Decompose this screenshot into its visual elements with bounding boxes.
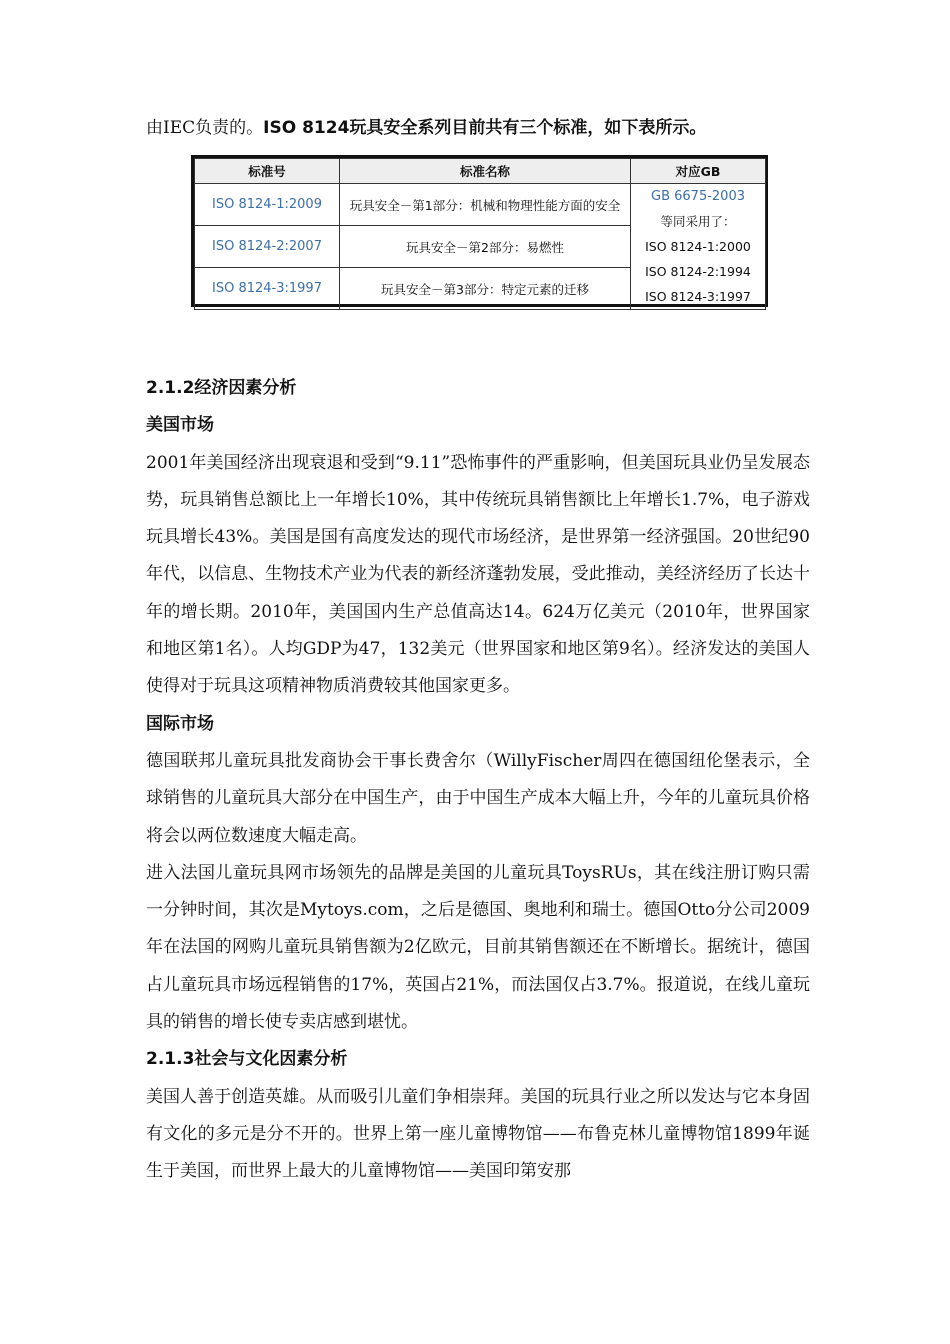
subheading-us-market: 美国市场 <box>146 415 214 436</box>
standard-code-link[interactable]: ISO 8124-1:2009 <box>195 184 340 226</box>
intro-text: 由IEC负责的。 <box>146 118 264 138</box>
gb-item: ISO 8124-2:1994 <box>645 264 751 279</box>
standard-name-cell: 玩具安全－第2部分：易燃性 <box>340 226 631 268</box>
body-text <box>146 370 810 1191</box>
table-header-row <box>195 159 766 184</box>
section-heading-2-1-3: 2.1.3社会与文化因素分析 <box>146 1049 348 1070</box>
intl-market-paragraph-1: 德国联邦儿童玩具批发商协会干事长费舍尔（WillyFischer周四在德国纽伦堡表示，全球销售的儿童玩具大部分在中国生产，由于中国生产成本大幅上升，今年的儿童玩具价格将会以两位数速度大幅走高。 <box>146 750 810 846</box>
intl-market-paragraph-2: 进入法国儿童玩具网市场领先的品牌是美国的儿童玩具ToysRUs，其在线注册订购只需一分钟时间，其次是Mytoys.com，之后是德国、奥地利和瑞士。德国Otto分公司2009年在法国的网购儿童玩具销售额为2亿欧元，目前其销售额还在不断增长。据统计，德国占儿童玩具市场远程销售的17%，英国占21%，而法国仅占3.7%。报道说，在线儿童玩具的销售的增长使专卖店感到堪忧。 <box>146 862 810 1033</box>
gb-item: ISO 8124-1:2000 <box>645 239 751 254</box>
gb-cell <box>631 184 766 310</box>
header-standard-no: 标准号 <box>195 159 340 184</box>
culture-paragraph: 美国人善于创造英雄。从而吸引儿童们争相崇拜。美国的玩具行业之所以发达与它本身固有文化的多元是分不开的。世界上第一座儿童博物馆——布鲁克林儿童博物馆1899年诞生于美国，而世界上最大的儿童博物馆——美国印第安那 <box>146 1086 810 1182</box>
subheading-intl-market: 国际市场 <box>146 713 214 734</box>
standard-name-cell: 玩具安全－第3部分：特定元素的迁移 <box>340 268 631 310</box>
gb-link[interactable]: GB 6675-2003 <box>651 189 745 204</box>
table-row <box>195 184 766 226</box>
standard-code-link[interactable]: ISO 8124-3:1997 <box>195 268 340 310</box>
intro-line <box>146 114 706 142</box>
standard-name-cell: 玩具安全－第1部分：机械和物理性能方面的安全 <box>340 184 631 226</box>
intro-bold-text: ISO 8124玩具安全系列目前共有三个标准，如下表所示。 <box>263 118 707 138</box>
header-standard-name: 标准名称 <box>340 159 631 184</box>
header-gb: 对应GB <box>631 159 766 184</box>
standard-code-link[interactable]: ISO 8124-2:2007 <box>195 226 340 268</box>
gb-item: ISO 8124-3:1997 <box>645 289 751 304</box>
us-market-paragraph: 2001年美国经济出现衰退和受到“9.11”恐怖事件的严重影响，但美国玩具业仍呈发展态势，玩具销售总额比上一年增长10%，其中传统玩具销售额比上年增长1.7%，电子游戏玩具增长43%。美国是国有高度发达的现代市场经济，是世界第一经济强国。20世纪90年代，以信息、生物技术产业为代表的新经济蓬勃发展，受此推动，美经济经历了长达十年的增长期。2010年，美国国内生产总值高达14。624万亿美元（2010年，世界国家和地区第1名）。人均GDP为47，132美元（世界国家和地区第9名）。经济发达的美国人使得对于玩具这项精神物质消费较其他国家更多。 <box>146 452 810 697</box>
gb-adopted-label: 等同采用了： <box>660 214 736 229</box>
standards-table-grid <box>194 158 766 310</box>
section-heading-2-1-2: 2.1.2经济因素分析 <box>146 378 297 398</box>
standards-table <box>191 155 768 307</box>
